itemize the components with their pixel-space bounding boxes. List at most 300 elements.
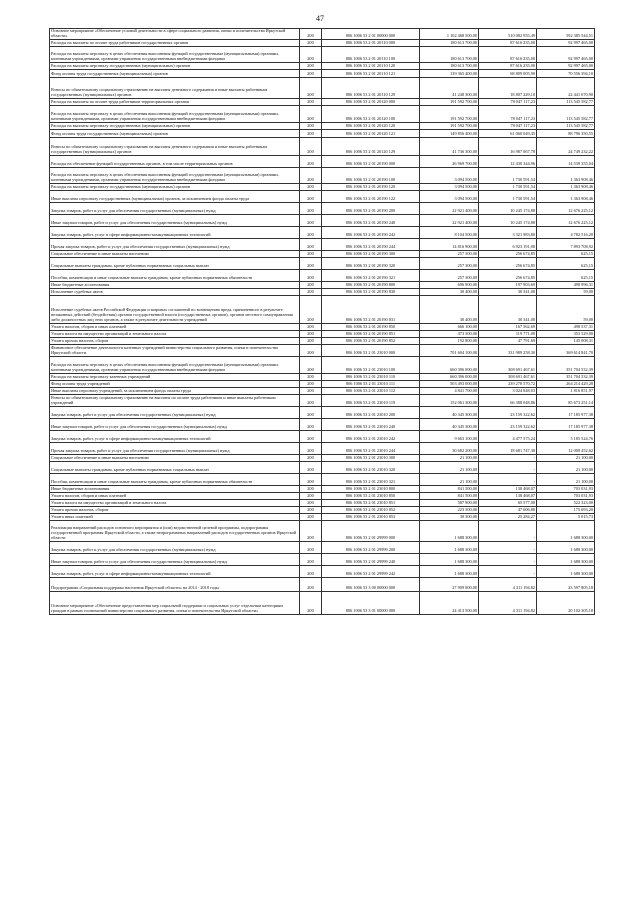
row-executed: 510 082 955,49 — [479, 29, 537, 40]
row-kbk: 806 1006 53 2 01 20190 852 — [322, 338, 420, 345]
row-executed: 256 674,85 — [479, 251, 537, 258]
table-row — [50, 388, 595, 395]
row-unexecuted: 1 816 851,97 — [537, 388, 595, 395]
row-unexecuted: 59,00 — [537, 296, 595, 324]
row-name: Социальное обеспечение и иные выплаты населению — [50, 455, 300, 462]
row-kbk: 806 1006 53 2 01 20190 320 — [322, 258, 420, 270]
row-executed: 119 771,00 — [479, 331, 537, 338]
row-name: Уплата налогов, сборов и иных платежей — [50, 493, 300, 500]
row-approved: 257 300,00 — [420, 258, 479, 270]
row-unexecuted: 24 749 232,22 — [537, 138, 595, 156]
row-name: Подпрограмма «Социальная поддержка населения Иркутской области» на 2014 - 2018 годы — [50, 578, 300, 592]
row-kbk: 806 1006 53 2 01 23010 111 — [322, 381, 420, 388]
row-unexecuted: 22 441 070,90 — [537, 78, 595, 99]
row-name: Уплата иных платежей — [50, 514, 300, 521]
row-approved: 841 500,00 — [420, 486, 479, 493]
row-code: 200 — [300, 99, 322, 106]
row-kbk: 806 1006 53 2 01 20190 300 — [322, 251, 420, 258]
row-name: Исполнение судебных актов Российской Федерации и мировых соглашений по возмещению вреда, причиненного в результате незаконных действий (бездействия) органов государственной власти (государственных органов), органов местного самоуправления либо должностных лиц этих органов, а также в результате деятельности учреждений — [50, 296, 300, 324]
row-unexecuted: 522 323,00 — [537, 500, 595, 507]
row-kbk: 806 1006 53 2 01 23010 240 — [322, 419, 420, 431]
table-row — [50, 270, 595, 282]
row-approved: 14 816 900,00 — [420, 239, 479, 251]
row-kbk: 806 1006 53 2 01 20190 244 — [322, 239, 420, 251]
row-executed: - — [479, 554, 537, 566]
row-executed: 16 987 067,78 — [479, 138, 537, 156]
row-executed: 47 791,69 — [479, 338, 537, 345]
row-unexecuted: 592 385 544,51 — [537, 29, 595, 40]
row-kbk: 806 1006 53 2 01 20110 000 — [322, 40, 420, 47]
row-unexecuted: 70 556 394,10 — [537, 70, 595, 78]
row-name: Взносы по обязательному социальному страхованию на выплаты по оплате труда работников и иные выплаты работникам учреждений — [50, 395, 300, 407]
row-name: Прочая закупка товаров, работ и услуг для обеспечения государственных (муниципальных) нужд — [50, 443, 300, 455]
row-approved: 40 345 300,00 — [420, 407, 479, 419]
row-approved: 149 856 400,00 — [420, 130, 479, 138]
row-name: Расходы на выплаты персоналу государственных (муниципальных) органов — [50, 184, 300, 191]
row-name: Фонд оплаты труда государственных (муниципальных) органов — [50, 130, 300, 138]
row-code: 200 — [300, 203, 322, 215]
row-unexecuted: 264 214 429,28 — [537, 381, 595, 388]
row-kbk: 806 1006 53 2 01 23010 242 — [322, 431, 420, 443]
row-unexecuted: 5 185 524,76 — [537, 431, 595, 443]
row-approved: 3 094 500,00 — [420, 168, 479, 184]
row-executed: - — [479, 542, 537, 554]
table-row — [50, 282, 595, 289]
row-kbk: 806 1006 53 2 01 20190 830 — [322, 289, 420, 296]
row-code: 200 — [300, 227, 322, 239]
table-row — [50, 374, 595, 381]
row-approved: 1 688 300,00 — [420, 566, 479, 578]
row-executed: 30 341,00 — [479, 296, 537, 324]
row-unexecuted: 92 997 465,00 — [537, 47, 595, 63]
row-kbk: 806 1006 53 2 01 23010 100 — [322, 357, 420, 374]
row-executed: 331 989 258,30 — [479, 345, 537, 357]
row-kbk: 806 1006 53 2 01 20190 120 — [322, 184, 420, 191]
row-executed: 167 562,69 — [479, 324, 537, 331]
row-executed: 197 903,69 — [479, 282, 537, 289]
row-unexecuted: 12 000 452,62 — [537, 443, 595, 455]
row-approved: 139 365 400,00 — [420, 70, 479, 78]
row-code: 200 — [300, 357, 322, 374]
table-row — [50, 521, 595, 542]
row-name: Взносы по обязательному социальному страхованию на выплаты денежного содержания и иные выплаты работникам государственных (муниципальных) органов — [50, 138, 300, 156]
row-executed: 78 047 117,23 — [479, 106, 537, 123]
row-name: Иные закупки товаров, работ и услуг для обеспечения государственных (муниципальных) нужд — [50, 554, 300, 566]
row-kbk: 806 1006 53 2 01 20110 121 — [322, 70, 420, 78]
row-approved: 4 841 700,00 — [420, 388, 479, 395]
row-approved: 503 493 000,00 — [420, 381, 479, 388]
table-row — [50, 407, 595, 419]
row-kbk: 806 1006 53 2 01 23010 000 — [322, 345, 420, 357]
row-unexecuted: 353 529,00 — [537, 331, 595, 338]
row-code: 200 — [300, 106, 322, 123]
row-kbk: 806 1006 53 2 01 20190 850 — [322, 324, 420, 331]
row-kbk: 806 1006 53 2 01 20190 242 — [322, 227, 420, 239]
row-kbk: 806 1006 53 2 01 23010 200 — [322, 407, 420, 419]
row-approved: 257 300,00 — [420, 270, 479, 282]
row-kbk: 806 1006 53 3 00 00000 000 — [322, 578, 420, 592]
row-unexecuted: 1 363 908,46 — [537, 191, 595, 203]
row-code: 200 — [300, 455, 322, 462]
row-code: 200 — [300, 40, 322, 47]
row-code: 200 — [300, 215, 322, 227]
row-approved: 180 613 700,00 — [420, 63, 479, 70]
row-approved: 660 396 000,00 — [420, 374, 479, 381]
row-kbk: 806 1006 53 2 01 20190 321 — [322, 270, 420, 282]
row-name: Уплата налога на имущество организаций и земельного налога — [50, 331, 300, 338]
table-row — [50, 70, 595, 78]
row-name: Иные бюджетные ассигнования — [50, 282, 300, 289]
table-row — [50, 331, 595, 338]
table-row — [50, 443, 595, 455]
row-executed: 61 060 049,45 — [479, 130, 537, 138]
row-executed: 4 311 194,82 — [479, 578, 537, 592]
table-row — [50, 542, 595, 554]
row-unexecuted: 1 363 908,46 — [537, 168, 595, 184]
row-unexecuted: 351 704 532,39 — [537, 374, 595, 381]
row-executed: 3 024 848,03 — [479, 388, 537, 395]
row-executed: 4 311 194,82 — [479, 592, 537, 615]
row-unexecuted: 1 688 300,00 — [537, 554, 595, 566]
row-name: Расходы на выплаты персоналу казенных учреждений — [50, 374, 300, 381]
row-executed: 23 159 322,62 — [479, 419, 537, 431]
row-unexecuted: 703 031,93 — [537, 493, 595, 500]
table-row — [50, 554, 595, 566]
row-name: Расходы на выплаты персоналу в целях обеспечения выполнения функций государственными (муниципальными) органами, казенными учреждениями, органами управления государственными внебюджетными фондами — [50, 47, 300, 63]
table-row — [50, 138, 595, 156]
table-row — [50, 191, 595, 203]
row-executed: 138 468,07 — [479, 486, 537, 493]
row-unexecuted: 23 597 805,18 — [537, 578, 595, 592]
row-name: Финансовое обеспечение деятельности казенных учреждений министерства социального развития, опеки и попечительства Иркутской области — [50, 345, 300, 357]
row-code: 200 — [300, 486, 322, 493]
row-unexecuted: 21 100,00 — [537, 455, 595, 462]
row-unexecuted: 92 997 465,00 — [537, 40, 595, 47]
row-executed: 4 477 575,24 — [479, 431, 537, 443]
budget-execution-table — [49, 28, 595, 615]
row-kbk: 806 1006 53 2 01 23010 800 — [322, 486, 420, 493]
row-code: 200 — [300, 374, 322, 381]
row-code: 200 — [300, 388, 322, 395]
row-kbk: 806 1006 53 2 01 20110 100 — [322, 47, 420, 63]
row-approved: 41 736 300,00 — [420, 138, 479, 156]
row-executed: 1 730 591,54 — [479, 184, 537, 191]
row-code: 200 — [300, 296, 322, 324]
row-approved: 9 663 100,00 — [420, 431, 479, 443]
row-kbk: 806 1006 53 2 01 20190 800 — [322, 282, 420, 289]
row-approved: 152 061 300,00 — [420, 395, 479, 407]
row-kbk: 806 1006 53 2 01 20190 851 — [322, 331, 420, 338]
table-row — [50, 345, 595, 357]
row-kbk: 806 1006 53 2 01 23010 119 — [322, 395, 420, 407]
row-code: 200 — [300, 282, 322, 289]
row-name: Иные выплаты персоналу учреждений, за исключением фонда оплаты труда — [50, 388, 300, 395]
row-unexecuted: 1 688 300,00 — [537, 521, 595, 542]
table-row — [50, 215, 595, 227]
row-code: 200 — [300, 578, 322, 592]
row-name: Фонд оплаты труда учреждений — [50, 381, 300, 388]
row-code: 200 — [300, 331, 322, 338]
row-name: Уплата прочих налогов, сборов — [50, 507, 300, 514]
row-unexecuted: 498 537,31 — [537, 324, 595, 331]
table-row — [50, 395, 595, 407]
row-kbk: 806 1006 53 2 01 23010 852 — [322, 507, 420, 514]
row-approved: 40 345 300,00 — [420, 419, 479, 431]
row-executed: 308 691 467,61 — [479, 374, 537, 381]
row-kbk: 806 1006 53 2 01 20190 831 — [322, 296, 420, 324]
row-unexecuted: 625,15 — [537, 251, 595, 258]
row-name: Закупка товаров, работ и услуг для обеспечения государственных (муниципальных) нужд — [50, 203, 300, 215]
row-unexecuted: 175 693,20 — [537, 507, 595, 514]
row-approved: 8 104 500,00 — [420, 227, 479, 239]
row-executed: 1 730 591,54 — [479, 168, 537, 184]
row-name: Пособия, компенсации и иные социальные выплаты гражданам, кроме публичных нормативных обязательств — [50, 270, 300, 282]
row-name: Расходы на выплаты персоналу государственных (муниципальных) органов — [50, 63, 300, 70]
row-name: Иные закупки товаров, работ и услуг для обеспечения государственных (муниципальных) нужд — [50, 215, 300, 227]
row-code: 200 — [300, 521, 322, 542]
row-approved: 701 604 100,00 — [420, 345, 479, 357]
row-approved: 191 592 700,00 — [420, 106, 479, 123]
row-executed: 87 616 235,00 — [479, 40, 537, 47]
row-approved: 26 969 700,00 — [420, 156, 479, 168]
row-name: Уплата налога на имущество организаций и земельного налога — [50, 500, 300, 507]
row-approved: 191 592 700,00 — [420, 99, 479, 106]
row-kbk: 806 1006 53 2 01 20110 120 — [322, 63, 420, 70]
row-kbk: 806 1006 53 2 01 23010 320 — [322, 462, 420, 474]
row-approved: 1 688 300,00 — [420, 554, 479, 566]
row-executed: 239 278 570,72 — [479, 381, 537, 388]
row-unexecuted: 20 102 305,18 — [537, 592, 595, 615]
row-kbk: 806 1006 53 2 01 20190 240 — [322, 215, 420, 227]
row-unexecuted: 113 545 582,77 — [537, 106, 595, 123]
table-row — [50, 566, 595, 578]
row-kbk: 806 1006 53 3 01 00000 000 — [322, 592, 420, 615]
row-approved: 24 413 500,00 — [420, 592, 479, 615]
row-name: Закупка товаров, работ, услуг в сфере информационно-коммуникационных технологий — [50, 431, 300, 443]
row-executed: - — [479, 462, 537, 474]
row-executed: 10 245 174,88 — [479, 203, 537, 215]
table-row — [50, 493, 595, 500]
row-approved: 660 396 000,00 — [420, 357, 479, 374]
table-row — [50, 239, 595, 251]
row-unexecuted: 17 185 977,38 — [537, 407, 595, 419]
row-executed: 138 468,07 — [479, 493, 537, 500]
row-name: Закупка товаров, работ и услуг для обеспечения государственных (муниципальных) нужд — [50, 407, 300, 419]
table-row — [50, 500, 595, 507]
row-executed: - — [479, 521, 537, 542]
row-approved: 223 300,00 — [420, 507, 479, 514]
row-approved: 1 102 468 500,00 — [420, 29, 479, 40]
row-unexecuted: 145 008,31 — [537, 338, 595, 345]
row-unexecuted: 625,15 — [537, 258, 595, 270]
row-approved: 30 400,00 — [420, 296, 479, 324]
row-approved: 191 592 700,00 — [420, 123, 479, 130]
row-executed: 87 616 235,00 — [479, 63, 537, 70]
row-unexecuted: 12 676 225,12 — [537, 215, 595, 227]
row-name: Расходы на обеспечение функций государственных органов, в том числе территориальных органов — [50, 156, 300, 168]
row-code: 200 — [300, 324, 322, 331]
row-kbk: 806 1006 53 2 01 20190 100 — [322, 168, 420, 184]
row-name: Уплата прочих налогов, сборов — [50, 338, 300, 345]
row-unexecuted: 5 015,73 — [537, 514, 595, 521]
table-row — [50, 289, 595, 296]
row-name: Расходы на выплаты по оплате труда работников государственных органов — [50, 40, 300, 47]
row-executed: 87 616 235,00 — [479, 47, 537, 63]
row-unexecuted: 4 782 516,20 — [537, 227, 595, 239]
row-kbk: 806 1006 53 2 01 23010 851 — [322, 500, 420, 507]
row-code: 200 — [300, 395, 322, 407]
table-row — [50, 258, 595, 270]
row-name: Прочая закупка товаров, работ и услуг для обеспечения государственных (муниципальных) нужд — [50, 239, 300, 251]
row-unexecuted: 17 185 977,38 — [537, 419, 595, 431]
row-unexecuted: 7 893 708,92 — [537, 239, 595, 251]
row-kbk: 806 1006 53 2 01 23010 321 — [322, 474, 420, 486]
table-row — [50, 78, 595, 99]
row-code: 200 — [300, 63, 322, 70]
row-code: 200 — [300, 184, 322, 191]
row-approved: 257 300,00 — [420, 251, 479, 258]
row-kbk: 806 1006 53 2 01 20120 100 — [322, 106, 420, 123]
row-kbk: 806 1006 53 2 01 20190 200 — [322, 203, 420, 215]
row-executed: 256 674,85 — [479, 270, 537, 282]
row-code: 200 — [300, 345, 322, 357]
row-executed: - — [479, 455, 537, 462]
row-kbk: 806 1006 53 2 01 00000 000 — [322, 29, 420, 40]
row-code: 200 — [300, 138, 322, 156]
row-code: 200 — [300, 70, 322, 78]
row-kbk: 806 1006 53 2 01 29999 200 — [322, 542, 420, 554]
row-code: 200 — [300, 29, 322, 40]
table-row — [50, 592, 595, 615]
row-executed: 10 245 174,88 — [479, 215, 537, 227]
table-row — [50, 123, 595, 130]
row-code: 200 — [300, 168, 322, 184]
row-approved: 696 900,00 — [420, 282, 479, 289]
table-row — [50, 455, 595, 462]
row-executed: 66 388 048,86 — [479, 395, 537, 407]
row-name: Иные закупки товаров, работ и услуг для обеспечения государственных (муниципальных) нужд — [50, 419, 300, 431]
table-row — [50, 474, 595, 486]
table-row — [50, 63, 595, 70]
table-row — [50, 324, 595, 331]
row-code: 200 — [300, 123, 322, 130]
row-executed: 1 730 591,54 — [479, 191, 537, 203]
row-unexecuted: 88 796 350,55 — [537, 130, 595, 138]
row-executed: - — [479, 474, 537, 486]
row-code: 200 — [300, 462, 322, 474]
row-approved: 1 688 300,00 — [420, 542, 479, 554]
table-row — [50, 99, 595, 106]
table-row — [50, 168, 595, 184]
row-code: 200 — [300, 239, 322, 251]
row-unexecuted: 1 363 908,46 — [537, 184, 595, 191]
row-kbk: 806 1006 53 2 01 23010 112 — [322, 388, 420, 395]
row-unexecuted: 14 539 355,04 — [537, 156, 595, 168]
table-row — [50, 578, 595, 592]
row-name: Расходы на выплаты персоналу государственных (муниципальных) органов — [50, 123, 300, 130]
row-code: 200 — [300, 514, 322, 521]
row-approved: 22 921 400,00 — [420, 203, 479, 215]
table-row — [50, 486, 595, 493]
row-kbk: 806 1006 53 2 01 23010 850 — [322, 493, 420, 500]
table-row — [50, 29, 595, 40]
row-kbk: 806 1006 53 2 01 23010 853 — [322, 514, 420, 521]
row-approved: 3 094 500,00 — [420, 184, 479, 191]
row-code: 200 — [300, 500, 322, 507]
row-code: 200 — [300, 130, 322, 138]
row-name: Реализация направлений расходов основного мероприятия и (или) ведомственной целевой программы, подпрограммы государственной программы Иркутской области, а также непрограммных направлений расходов государственных органов Иркутской области — [50, 521, 300, 542]
row-approved: 192 800,00 — [420, 338, 479, 345]
row-name: Расходы на выплаты персоналу в целях обеспечения выполнения функций государственными (муниципальными) органами, казенными учреждениями, органами управления государственными внебюджетными фондами — [50, 168, 300, 184]
row-executed: 6 923 191,08 — [479, 239, 537, 251]
row-code: 200 — [300, 554, 322, 566]
row-executed: 78 047 117,23 — [479, 99, 537, 106]
row-code: 200 — [300, 47, 322, 63]
row-approved: 30 400,00 — [420, 289, 479, 296]
table-row — [50, 40, 595, 47]
table-row — [50, 156, 595, 168]
row-executed: 78 047 117,23 — [479, 123, 537, 130]
row-code: 200 — [300, 592, 322, 615]
row-name: Закупка товаров, работ, услуг в сфере информационно-коммуникационных технологий — [50, 227, 300, 239]
row-kbk: 806 1006 53 2 01 20120 121 — [322, 130, 420, 138]
row-name: Расходы на выплаты персоналу в целях обеспечения выполнения функций государственными (муниципальными) органами, казенными учреждениями, органами управления государственными внебюджетными фондами — [50, 357, 300, 374]
table-row — [50, 296, 595, 324]
row-kbk: 806 1006 53 2 01 20120 129 — [322, 138, 420, 156]
row-code: 200 — [300, 407, 322, 419]
row-executed: 12 430 344,96 — [479, 156, 537, 168]
row-code: 200 — [300, 258, 322, 270]
row-executed: 47 606,80 — [479, 507, 537, 514]
row-code: 200 — [300, 542, 322, 554]
row-approved: 3 094 500,00 — [420, 191, 479, 203]
table-row — [50, 47, 595, 63]
table-row — [50, 130, 595, 138]
row-executed: 18 681 747,38 — [479, 443, 537, 455]
row-unexecuted: 21 100,00 — [537, 474, 595, 486]
row-unexecuted: 1 688 300,00 — [537, 566, 595, 578]
row-approved: 30 682 200,00 — [420, 443, 479, 455]
table-row — [50, 106, 595, 123]
row-unexecuted: 625,15 — [537, 270, 595, 282]
row-approved: 30 300,00 — [420, 514, 479, 521]
row-approved: 587 900,00 — [420, 500, 479, 507]
row-approved: 41 248 300,00 — [420, 78, 479, 99]
row-unexecuted: 703 031,93 — [537, 486, 595, 493]
row-code: 200 — [300, 251, 322, 258]
row-executed: 68 809 005,90 — [479, 70, 537, 78]
row-approved: 27 909 000,00 — [420, 578, 479, 592]
row-executed: 308 691 467,61 — [479, 357, 537, 374]
row-executed: 25 284,27 — [479, 514, 537, 521]
row-approved: 180 613 700,00 — [420, 40, 479, 47]
row-name: Иные выплаты персоналу государственных (муниципальных) органов, за исключением фонда оплаты труда — [50, 191, 300, 203]
row-name: Социальные выплаты гражданам, кроме публичных нормативных социальных выплат — [50, 258, 300, 270]
row-name: Основное мероприятие «Обеспечение условий деятельности в сфере социального развития, опеки и попечительства Иркутской области» — [50, 29, 300, 40]
row-executed: 30 341,00 — [479, 289, 537, 296]
table-row — [50, 514, 595, 521]
table-row — [50, 251, 595, 258]
row-name: Уплата налогов, сборов и иных платежей — [50, 324, 300, 331]
row-name: Расходы на выплаты по оплате труда работников территориальных органов — [50, 99, 300, 106]
table-row — [50, 381, 595, 388]
row-approved: 21 100,00 — [420, 455, 479, 462]
row-code: 200 — [300, 289, 322, 296]
table-row — [50, 431, 595, 443]
row-kbk: 806 1006 53 2 01 23010 244 — [322, 443, 420, 455]
row-kbk: 806 1006 53 2 01 20120 120 — [322, 123, 420, 130]
row-name: Взносы по обязательному социальному страхованию на выплаты денежного содержания и иные выплаты работникам государственных (муниципальных) органов — [50, 78, 300, 99]
